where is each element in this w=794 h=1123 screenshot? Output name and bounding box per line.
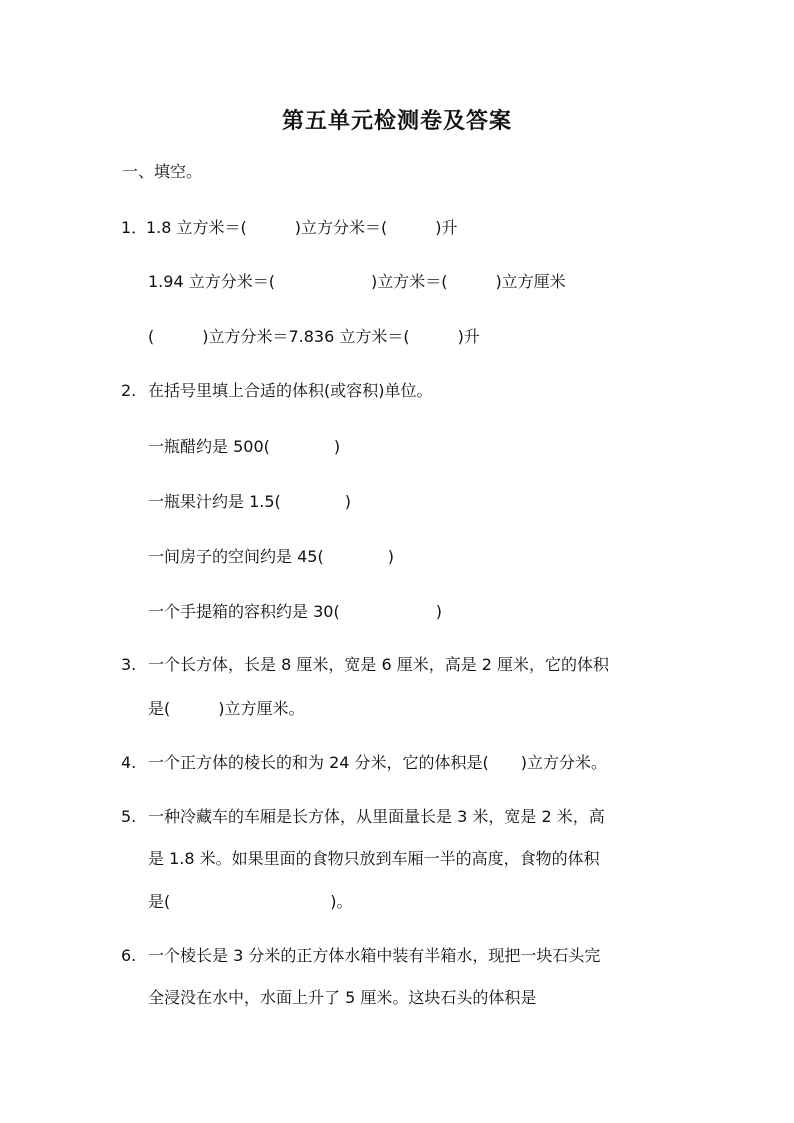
question-5-line-1: 一种冷藏车的车厢是长方体，从里面量长是 3 米，宽是 2 米，高	[148, 807, 605, 826]
question-4-number: 4.	[121, 753, 137, 772]
question-6-line-2: 全浸没在水中，水面上升了 5 厘米。这块石头的体积是	[148, 988, 537, 1007]
question-2-item-c: 一间房子的空间约是 45( )	[148, 547, 394, 566]
question-1-number: 1．	[121, 218, 148, 237]
question-5-line-3: 是( )。	[148, 892, 353, 911]
question-1-line-3: ( )立方分米＝7.836 立方米＝( )升	[148, 327, 480, 346]
question-2-item-d: 一个手提箱的容积约是 30( )	[148, 602, 442, 621]
question-3-line-2: 是( )立方厘米。	[148, 699, 305, 718]
question-6-line-1: 一个棱长是 3 分米的正方体水箱中装有半箱水，现把一块石头完	[148, 946, 601, 965]
question-6-number: 6.	[121, 946, 137, 965]
question-1-line-2: 1.94 立方分米＝( )立方米＝( )立方厘米	[148, 272, 566, 291]
question-3-line-1: 一个长方体，长是 8 厘米，宽是 6 厘米，高是 2 厘米，它的体积	[148, 655, 610, 674]
question-3-number: 3.	[121, 655, 137, 674]
section-heading: 一、填空。	[122, 162, 203, 181]
question-4-text: 一个正方体的棱长的和为 24 分米，它的体积是( )立方分米。	[148, 753, 608, 772]
question-5-number: 5.	[121, 807, 137, 826]
question-2-item-b: 一瓶果汁约是 1.5( )	[148, 492, 352, 511]
question-2-number: 2.	[121, 381, 137, 400]
question-1-line-1: 1.8 立方米＝( )立方分米＝( )升	[146, 218, 458, 237]
question-2-text: 在括号里填上合适的体积(或容积)单位。	[148, 381, 433, 400]
question-5-line-2: 是 1.8 米。如果里面的食物只放到车厢一半的高度，食物的体积	[148, 849, 600, 868]
question-2-item-a: 一瓶醋约是 500( )	[148, 437, 341, 456]
page-title: 第五单元检测卷及答案	[281, 109, 512, 134]
